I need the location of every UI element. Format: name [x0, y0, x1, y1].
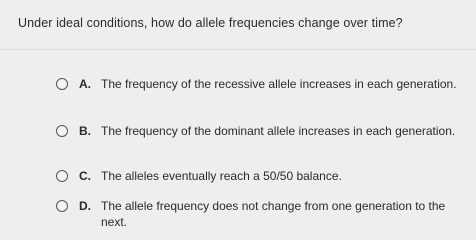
answer-option-c[interactable] [56, 168, 466, 184]
option-text-c: The alleles eventually reach a 50/50 balance. [101, 169, 342, 183]
option-letter-d: D. [79, 199, 91, 213]
question-text: Under ideal conditions, how do allele frequencies change over time? [18, 16, 403, 30]
divider [0, 49, 476, 50]
option-letter-a: A. [79, 77, 91, 91]
radio-button-a[interactable] [56, 78, 68, 90]
answer-option-a[interactable] [56, 76, 466, 92]
option-text-d: The allele frequency does not change from one generation to the next. [101, 199, 446, 229]
answer-option-d[interactable] [56, 198, 466, 230]
radio-button-b[interactable] [56, 125, 68, 137]
option-text-a: The frequency of the recessive allele increases in each generation. [101, 77, 457, 91]
option-letter-c: C. [79, 169, 91, 183]
option-letter-b: B. [79, 124, 91, 138]
radio-button-c[interactable] [56, 170, 68, 182]
radio-button-d[interactable] [56, 200, 68, 212]
option-text-b: The frequency of the dominant allele increases in each generation. [101, 124, 456, 138]
answer-option-b[interactable] [56, 123, 466, 139]
